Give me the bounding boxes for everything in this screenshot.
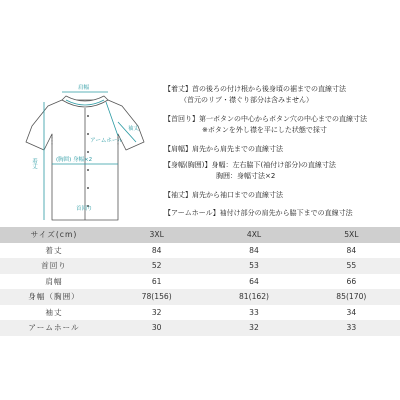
row-label: アームホール: [0, 320, 108, 336]
table-cell: 32: [205, 320, 302, 336]
sleeve-length-label: 袖丈: [128, 126, 140, 132]
chest-label: (胸囲) 身幅×2: [56, 157, 93, 163]
table-cell: 34: [346, 307, 357, 317]
legend-text: 【袖丈】肩先から袖口までの直線寸法: [164, 191, 283, 199]
table-row: [0, 289, 400, 305]
table-row: [0, 305, 400, 321]
table-row: [0, 274, 400, 290]
table-cell: 30: [108, 320, 205, 336]
legend-text: （首元のリブ・襟ぐり部分は含みません）: [180, 95, 313, 104]
row-label: 首回り: [0, 258, 108, 274]
table-cell: 33: [303, 320, 400, 336]
row-label: 身幅（胸囲）: [0, 289, 108, 305]
table-cell: 64: [249, 276, 259, 286]
legend-text: 胸囲：身幅寸法×2: [216, 171, 276, 180]
table-cell: 81(162): [205, 289, 302, 305]
table-cell: 84: [151, 245, 162, 255]
length-label: 着丈: [31, 158, 37, 169]
legend-item-shoulder: [164, 144, 283, 155]
table-cell: 53: [205, 258, 302, 274]
legend-item-chest: [164, 160, 336, 181]
legend-text: ※ボタンを外し襟を平にした状態で採寸: [202, 125, 327, 134]
table-header-cell: 3XL: [108, 227, 205, 243]
shirt-measurement-diagram: [18, 80, 148, 228]
legend-item-armhole: [164, 208, 353, 219]
table-cell: 61: [151, 276, 162, 286]
table-cell: 66: [346, 276, 357, 286]
table-header-row: [0, 227, 400, 243]
size-table: [0, 227, 400, 336]
row-label: 着丈: [45, 245, 63, 255]
table-row: [0, 243, 400, 259]
legend-text: 【アームホール】袖付け部分の肩先から脇下までの直線寸法: [164, 209, 353, 217]
table-header-cell: 4XL: [205, 227, 302, 243]
table-cell: 32: [151, 307, 162, 317]
table-cell: 33: [249, 307, 259, 317]
table-cell: 84: [249, 245, 259, 255]
shoulder-width-label: 肩幅: [78, 85, 90, 91]
table-cell: 85(170): [303, 289, 400, 305]
table-header-cell: サイズ(cm): [0, 227, 108, 243]
armhole-label: アームホール: [90, 138, 123, 144]
legend-text: 【身幅(胸囲)】身幅：左右脇下(袖付け部分)の直線寸法: [164, 161, 336, 169]
table-cell: 84: [346, 245, 357, 255]
legend-item-sleeve: [164, 190, 283, 201]
table-cell: 78(156): [108, 289, 205, 305]
row-label: 袖丈: [45, 307, 63, 317]
legend-item-collar: [164, 114, 367, 135]
legend-text: 【肩幅】肩先から肩先までの直線寸法: [164, 145, 283, 153]
table-header-cell: 5XL: [303, 227, 400, 243]
row-label: 肩幅: [45, 276, 63, 286]
table-row: [0, 258, 400, 274]
legend-text: 【首回り】第一ボタンの中心からボタン穴の中心までの直線寸法: [164, 115, 367, 123]
collar-label: 首回り: [76, 206, 93, 212]
table-cell: 52: [108, 258, 205, 274]
table-row: [0, 320, 400, 336]
legend-item-length: [164, 84, 346, 105]
legend-text: 【着丈】首の後ろの付け根から後身頃の裾までの直線寸法: [164, 85, 346, 93]
table-cell: 55: [303, 258, 400, 274]
